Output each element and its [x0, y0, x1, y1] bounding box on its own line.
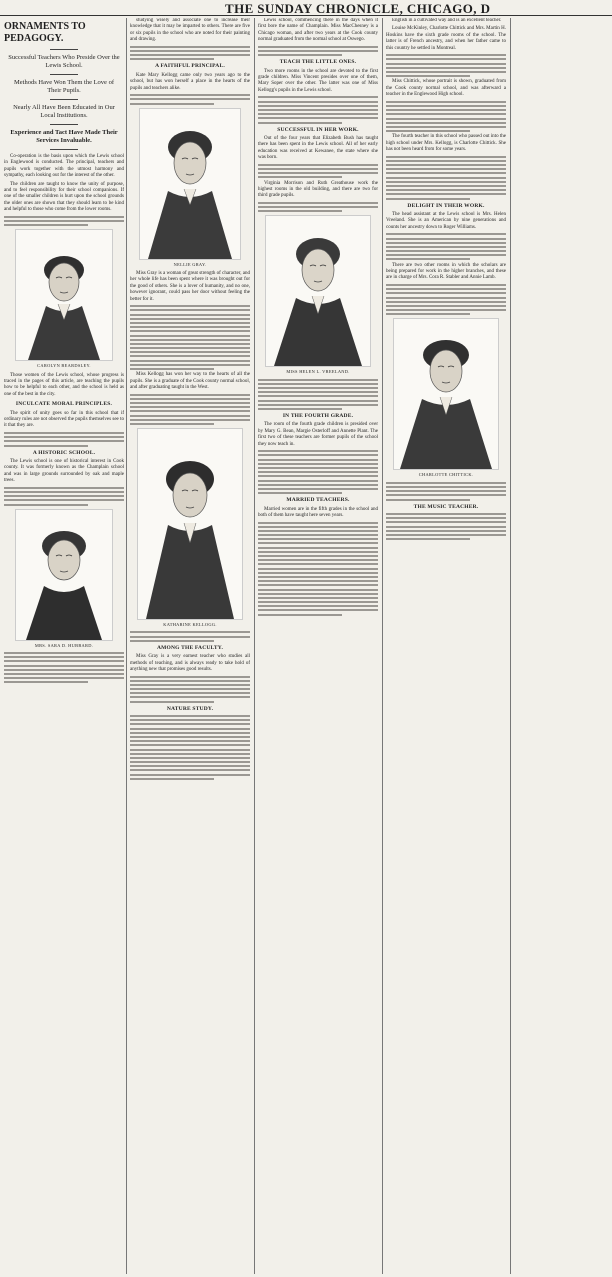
- subhead: TEACH THE LITTLE ONES.: [279, 59, 357, 66]
- subhead: THE MUSIC TEACHER.: [413, 503, 479, 510]
- paragraph: The head assistant at the Lewis school is Mrs. Helen Vreeland. She is an American by nine generations and counts her ancestry down to Roger Williams.: [386, 211, 506, 230]
- divider: [50, 49, 78, 50]
- subhead: DELIGHT IN THEIR WORK.: [407, 202, 485, 209]
- caption-helen-vreeland: MISS HELEN L. VREELAND.: [286, 369, 350, 375]
- caption-carolyn-beardsley: CAROLYN BEARDSLEY.: [37, 363, 91, 369]
- deck-1: Successful Teachers Who Preside Over the Lewis School.: [8, 54, 120, 69]
- caption-sara-hubbard: MRS. SARA D. HUBBARD.: [34, 642, 94, 648]
- paragraph: The fourth teacher in this school who passed out into the high school under Mrs. Kellogg, is Charlotte Chittick. She has not been heard from for some years.: [386, 134, 506, 153]
- paragraph: Miss Gray is a woman of great strength of character, and her whole life has been spent where it was brought out for the good of others. She is a lover of humanity, and no one, however ignorant, could pass her door without feeling the better for it.: [130, 270, 250, 302]
- paragraph: The spirit of unity goes so far in this school that if ordinary rules are not observed the pupils themselves see to it that they are.: [4, 410, 124, 429]
- deck-4: Experience and Tact Have Made Their Services Invaluable.: [10, 129, 118, 144]
- portrait-sara-hubbard: [15, 509, 113, 641]
- headline: ORNAMENTS TO PEDAGOGY.: [4, 21, 86, 44]
- paragraph: English in a cultivated way and is an excellent teacher.: [392, 18, 502, 23]
- paragraph: Co-operation is the basis upon which the Lewis school in Englewood is conducted. The principal, teachers and pupils work together with the utmost harmony and sympathy, each looking out for the interest of the other.: [4, 154, 124, 179]
- divider: [50, 74, 78, 75]
- paragraph: Miss Chittick, whose portrait is shown, graduated from the Cook county normal school, and was afterward a teacher in the Englewood High school.: [386, 79, 506, 98]
- column-2: [130, 18, 250, 1274]
- subhead: AMONG THE FACULTY.: [156, 644, 224, 651]
- paragraph: The room of the fourth grade children is presided over by Mary G. Bean, Margie Osterloff and Annette Plant. The first two of these teachers are former pupils of the school they now teach in.: [258, 422, 378, 447]
- paragraph: Lewis school, commencing there in the days when it first bore the name of Champlain. Miss MacChesney is a Chicago woman, and after two years at the Cook county normal graduated from the normal school at Oswego.: [258, 18, 378, 43]
- subhead: MARRIED TEACHERS.: [286, 497, 350, 504]
- column-rule: [126, 18, 127, 1274]
- paragraph: Miss Kellogg has won her way to the hearts of all the pupils. She is a graduate of the Cook county normal school, and after graduating taught in the West.: [130, 372, 250, 390]
- column-5: [514, 18, 608, 1274]
- portrait-helen-vreeland: [265, 215, 371, 367]
- paragraph: Kate Mary Kellogg came only two years ago to the school, but has won herself a place in the hearts of the pupils and teachers alike.: [130, 72, 250, 91]
- column-rule: [382, 18, 383, 1274]
- subhead: A FAITHFUL PRINCIPAL.: [155, 63, 225, 70]
- portrait-katharine-kellogg: [137, 428, 243, 620]
- column-rule: [254, 18, 255, 1274]
- deck-3: Nearly All Have Been Educated in Our Local Institutions.: [13, 104, 115, 119]
- paragraph: Two more rooms in the school are devoted to the first grade children. Miss Vincent presides over one of them, Mary Soper over the other. The latter was one of Miss Kellogg's pupils in the Lewis school.: [258, 68, 378, 93]
- portrait-charlotte-chittick: [393, 318, 499, 470]
- paragraph: Miss Gray is a very earnest teacher who studies all methods of teaching, and is always ready to take hold of anything new that promises good results.: [130, 654, 250, 672]
- subhead: INCULCATE MORAL PRINCIPLES.: [15, 401, 113, 408]
- paragraph: The Lewis school is one of historical interest in Cook county. It was formerly known as the Champlain school and was in large grounds surrounded by oak and maple trees.: [4, 459, 124, 484]
- subhead: SUCCESSFUL IN HER WORK.: [277, 126, 359, 133]
- subhead: A HISTORIC SCHOOL.: [32, 449, 96, 456]
- paragraph: Those women of the Lewis school, whose progress is traced in the pages of this article, are teaching the pupils how to be helpful to each other, and the school is held as one of the best in the city.: [4, 372, 124, 397]
- paragraph: studying wisely and associate one to increase their knowledge that it may be imparted to others. There are five or six pupils in the school who are noted for their painting and drawing.: [130, 18, 250, 43]
- subhead: NATURE STUDY.: [166, 705, 214, 712]
- portrait-carolyn-beardsley: [15, 229, 113, 361]
- paragraph: The children are taught to know the unity of purpose, and to feel responsibility for their school companions. If one of the smaller children is hurt upon the school grounds the older ones are shown that they should learn to be kind and helpful to those who come from the lower rooms.: [4, 181, 124, 213]
- column-rule: [510, 18, 511, 1274]
- masthead: [0, 0, 612, 16]
- paragraph: Louise McKinley, Charlotte Chittick and Mrs. Martin H. Hoskins have the sixth grade rooms of the school. The latter is of French ancestry, and when her father came to this country he settled in Montreal.: [386, 26, 506, 51]
- paragraph: Virginia Morrison and Ruth Greathouse work the highest rooms in the old building, and there are two for third grade pupils.: [258, 180, 378, 199]
- paragraph: There are two other rooms in which the scholars are being prepared for work in the higher branches, and these are in charge of Mrs. Cora R. Stabler and Annie Lamb.: [386, 262, 506, 281]
- divider: [50, 149, 78, 150]
- column-1: [4, 18, 124, 1274]
- column-3: [258, 18, 378, 1274]
- caption-charlotte-chittick: CHARLOTTE CHITTICK.: [418, 472, 474, 478]
- subhead: IN THE FOURTH GRADE.: [282, 413, 354, 419]
- portrait-nellie-gray: [139, 108, 241, 260]
- caption-katharine-kellogg: KATHARINE KELLOGG.: [163, 621, 217, 627]
- column-4: [386, 18, 506, 1274]
- caption-nellie-gray: NELLIE GRAY.: [173, 261, 207, 267]
- masthead-title: THE SUNDAY CHRONICLE, CHICAGO, D: [225, 1, 491, 16]
- divider: [50, 99, 78, 100]
- paragraph: Out of the four years that Elizabeth Bush has taught there has been spent in the Lewis school. All of her early education was received at Kewanee, the state where she was born.: [258, 135, 378, 161]
- deck-2: Methods Have Won Them the Love of Their Pupils.: [14, 79, 114, 94]
- paragraph: Married women are in the fifth grades in the school and both of them have taught here seven years.: [258, 506, 378, 518]
- divider: [50, 124, 78, 125]
